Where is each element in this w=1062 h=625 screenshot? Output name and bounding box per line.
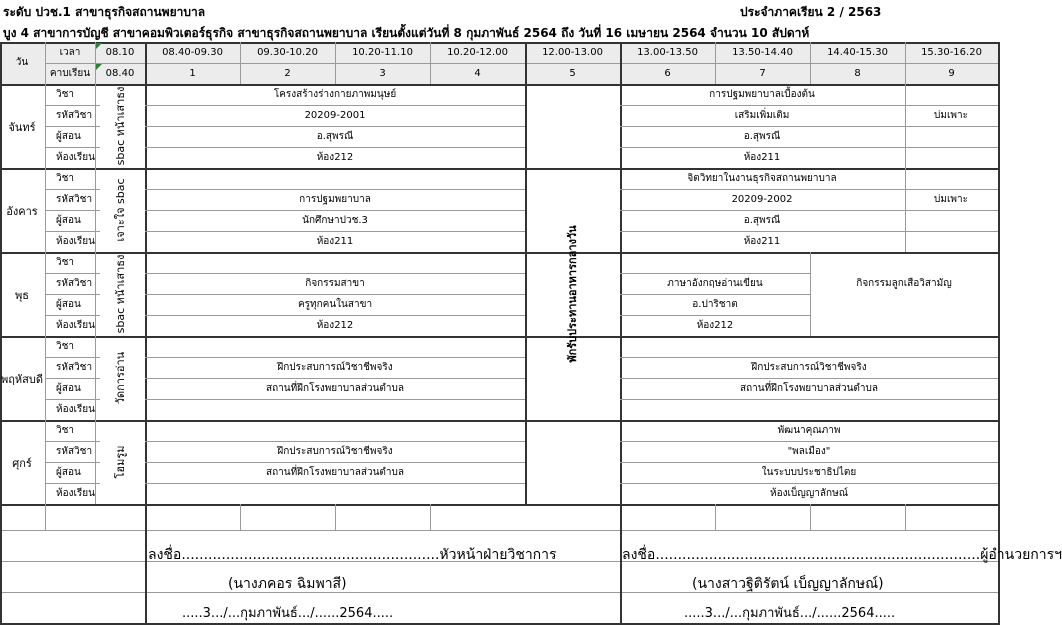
grid-line <box>335 42 336 84</box>
morning-subject-line: ครูทุกคนในสาขา <box>297 299 373 310</box>
first-period-cell: 08.40 <box>105 68 135 79</box>
left-signer-name: (นางภคอร ฉิมพาสี) <box>228 576 347 592</box>
row-label: วิชา <box>56 425 75 436</box>
grid-line <box>145 357 525 358</box>
afternoon-subject-line: การปฐมพยาบาลเบื้องต้น <box>709 89 815 100</box>
grid-line <box>45 42 46 504</box>
grid-line <box>145 126 525 127</box>
grid-line <box>620 483 998 484</box>
grid-line <box>0 504 999 506</box>
time-slot-5: 12.00-13.00 <box>542 47 603 58</box>
grid-line <box>145 294 525 295</box>
afternoon-subject-line: ห้อง212 <box>696 320 734 331</box>
grid-line <box>45 189 100 190</box>
grid-line <box>998 42 1000 625</box>
period-number-7: 7 <box>759 68 766 79</box>
left-signature-line: ลงชื่อ..........................................................หัวหน้าฝ่ายวิชาการ <box>148 547 557 563</box>
grid-line <box>45 504 46 530</box>
time-slot-4: 10.20-12.00 <box>447 47 508 58</box>
last-period-activity: บ่มเพาะ <box>934 110 968 121</box>
grid-line <box>0 84 999 86</box>
last-period-activity: บ่มเพาะ <box>934 194 968 205</box>
grid-line <box>0 42 2 625</box>
morning-subject-line: ห้อง212 <box>316 320 354 331</box>
morning-subject-line: นักศึกษาปวช.3 <box>302 215 368 226</box>
grid-line <box>45 462 100 463</box>
grid-line <box>145 105 525 106</box>
row-label: รหัสวิชา <box>56 446 93 457</box>
grid-line <box>145 315 525 316</box>
afternoon-subject-line: ในระบบประชาธิปไตย <box>761 467 857 478</box>
afternoon-subject-line: เสริมเพิ่มเติม <box>734 110 790 121</box>
morning-subject-line: อ.สุพรณี <box>316 131 354 142</box>
period-number-5: 5 <box>569 68 576 79</box>
period-number-4: 4 <box>474 68 481 79</box>
time-slot-6: 13.00-13.50 <box>637 47 698 58</box>
grid-line <box>525 42 527 504</box>
grid-line <box>905 105 998 106</box>
afternoon-subject-line: อ.ปาริชาต <box>692 299 738 310</box>
grid-line <box>905 126 998 127</box>
morning-subject-line: กิจกรรมสาขา <box>305 278 365 289</box>
row-label: วิชา <box>56 257 75 268</box>
afternoon-subject-line: ฝึกประสบการณ์วิชาชีพจริง <box>751 362 867 373</box>
right-signature-line: ลงชื่อ.........................................................................ผู้อำนวยการฯ <box>622 547 1062 563</box>
grid-line <box>620 126 905 127</box>
row-label: ห้องเรียน <box>56 236 95 247</box>
grid-line <box>95 42 96 504</box>
grid-line <box>620 294 810 295</box>
row-label: ผู้สอน <box>56 467 81 478</box>
morning-subject-line: ห้อง212 <box>316 152 354 163</box>
day-name-5: ศุกร์ <box>12 457 32 470</box>
row-label: ผู้สอน <box>56 383 81 394</box>
grid-line <box>620 399 998 400</box>
time-slot-1: 08.40-09.30 <box>162 47 223 58</box>
day-activity-3: sbac หน้าเสาธง <box>114 254 127 334</box>
grid-line <box>0 42 999 44</box>
row-label: รหัสวิชา <box>56 194 93 205</box>
grid-line <box>45 126 100 127</box>
grid-line <box>145 399 525 400</box>
day-name-1: จันทร์ <box>8 121 36 134</box>
grid-line <box>45 357 100 358</box>
day-activity-1: sbac หน้าเสาธง <box>114 86 127 166</box>
grid-line <box>0 420 999 422</box>
period-row-label: คาบเรียน <box>49 68 91 79</box>
grid-line <box>45 105 100 106</box>
row-label: ห้องเรียน <box>56 320 95 331</box>
row-label: วิชา <box>56 89 75 100</box>
grid-line <box>810 252 811 336</box>
grid-line <box>810 504 811 530</box>
grid-line <box>145 189 525 190</box>
row-label: รหัสวิชา <box>56 110 93 121</box>
grid-line <box>45 399 100 400</box>
grid-line <box>810 42 811 84</box>
first-time-cell: 08.10 <box>105 47 135 58</box>
grid-line <box>45 315 100 316</box>
afternoon-subject-line: 20209-2002 <box>731 194 793 205</box>
corner-marker <box>96 64 102 70</box>
grid-line <box>715 42 716 84</box>
row-label: ห้องเรียน <box>56 152 95 163</box>
afternoon-subject-line: สถานที่ฝึกโรงพยาบาลส่วนตำบล <box>739 383 879 394</box>
grid-line <box>905 147 998 148</box>
morning-subject-line: สถานที่ฝึกโรงพยาบาลส่วนตำบล <box>265 383 405 394</box>
left-sign-date: .....3.../...กุมภาพันธ์.../......2564..... <box>182 606 394 621</box>
day-column-header: วัน <box>15 57 29 68</box>
grid-line <box>145 42 147 624</box>
time-slot-8: 14.40-15.30 <box>827 47 888 58</box>
grid-line <box>620 357 998 358</box>
grid-line <box>620 378 998 379</box>
row-label: ผู้สอน <box>56 215 81 226</box>
grid-line <box>905 189 998 190</box>
grid-line <box>145 210 525 211</box>
day-activity-5: โฮมรูม <box>114 445 127 479</box>
grid-line <box>620 42 622 624</box>
grid-line <box>240 504 241 530</box>
day-activity-4: วัดการอ่าน <box>114 351 127 405</box>
grid-line <box>45 63 998 64</box>
grid-line <box>620 210 905 211</box>
grid-line <box>45 378 100 379</box>
morning-subject-line: ฝึกประสบการณ์วิชาชีพจริง <box>277 446 393 457</box>
time-slot-2: 09.30-10.20 <box>257 47 318 58</box>
time-slot-7: 13.50-14.40 <box>732 47 793 58</box>
afternoon-subject-line: ภาษาอังกฤษอ่านเขียน <box>667 278 763 289</box>
morning-subject-line: โครงสร้างร่างกายภาพมนุษย์ <box>273 89 397 100</box>
morning-subject-line: 20209-2001 <box>304 110 366 121</box>
level-title: ระดับ ปวช.1 สาขาธุรกิจสถานพยาบาล <box>3 5 206 19</box>
grid-line <box>430 42 431 84</box>
period-number-1: 1 <box>189 68 196 79</box>
row-label: ผู้สอน <box>56 299 81 310</box>
grid-line <box>145 378 525 379</box>
time-slot-3: 10.20-11.10 <box>352 47 413 58</box>
grid-line <box>620 441 998 442</box>
grid-line <box>430 504 431 530</box>
lunch-break-label: พักรับประทานอาหารกลางวัน <box>566 225 579 363</box>
afternoon-subject-line: พัฒนาคุณภาพ <box>777 425 841 436</box>
row-label: ห้องเรียน <box>56 488 95 499</box>
grid-line <box>45 210 100 211</box>
grid-line <box>45 231 100 232</box>
time-slot-9: 15.30-16.20 <box>921 47 982 58</box>
afternoon-subject-line: ห้อง211 <box>743 152 781 163</box>
grid-line <box>620 189 905 190</box>
grid-line <box>145 441 525 442</box>
right-sign-date: .....3.../...กุมภาพันธ์.../......2564..... <box>684 606 896 621</box>
grid-line <box>0 168 999 170</box>
day-name-3: พุธ <box>15 289 29 302</box>
grid-line <box>905 84 906 252</box>
grid-line <box>240 42 241 84</box>
grid-line <box>620 315 810 316</box>
grid-line <box>620 462 998 463</box>
period-number-2: 2 <box>284 68 291 79</box>
day-name-2: อังคาร <box>6 205 38 218</box>
afternoon-subject-line: ห้องเบ็ญญาลักษณ์ <box>770 488 848 499</box>
scout-activity: กิจกรรมลูกเสือวิสามัญ <box>856 278 952 289</box>
time-row-label: เวลา <box>59 47 81 58</box>
grid-line <box>145 147 525 148</box>
row-label: รหัสวิชา <box>56 278 93 289</box>
grid-line <box>620 147 905 148</box>
period-number-3: 3 <box>379 68 386 79</box>
grid-line <box>905 231 998 232</box>
day-name-4: พฤหัสบดี <box>0 373 44 386</box>
grid-line <box>620 105 905 106</box>
grid-line <box>145 231 525 232</box>
row-label: ห้องเรียน <box>56 404 95 415</box>
afternoon-subject-line: อ.สุพรณี <box>743 131 781 142</box>
afternoon-subject-line: "พลเมือง" <box>787 446 831 457</box>
grid-line <box>45 147 100 148</box>
row-label: ผู้สอน <box>56 131 81 142</box>
grid-line <box>620 273 810 274</box>
morning-subject-line: สถานที่ฝึกโรงพยาบาลส่วนตำบล <box>265 467 405 478</box>
row-label: วิชา <box>56 173 75 184</box>
grid-line <box>145 462 525 463</box>
morning-subject-line: ห้อง211 <box>316 236 354 247</box>
grid-line <box>905 210 998 211</box>
grid-line <box>145 483 525 484</box>
afternoon-subject-line: จิตวิทยาในงานธุรกิจสถานพยาบาล <box>687 173 837 184</box>
row-label: รหัสวิชา <box>56 362 93 373</box>
grid-line <box>905 42 906 84</box>
schedule-details: บูง 4 สาขาการบัญชี สาขาคอมพิวเตอร์ธุรกิจ สาขาธุรกิจสถานพยาบาล เรียนตั้งแต่วันที่ 8 กุมภาพันธ์ 2564 ถึง วันที่ 16 เมษายน 2564 จำนวน 10 สัปดาห์ <box>3 26 810 40</box>
grid-line <box>715 504 716 530</box>
period-number-9: 9 <box>948 68 955 79</box>
morning-subject-line: ฝึกประสบการณ์วิชาชีพจริง <box>277 362 393 373</box>
grid-line <box>620 231 905 232</box>
grid-line <box>45 441 100 442</box>
day-activity-2: เจาะใจ sbac <box>114 178 127 242</box>
grid-line <box>45 273 100 274</box>
grid-line <box>45 483 100 484</box>
period-number-8: 8 <box>854 68 861 79</box>
period-number-6: 6 <box>664 68 671 79</box>
afternoon-subject-line: ห้อง211 <box>743 236 781 247</box>
row-label: วิชา <box>56 341 75 352</box>
grid-line <box>0 530 999 531</box>
morning-subject-line: การปฐมพยาบาล <box>299 194 371 205</box>
grid-line <box>0 336 999 338</box>
right-signer-name: (นางสาวฐิติรัตน์ เบ็ญญาลักษณ์) <box>692 576 884 592</box>
grid-line <box>45 294 100 295</box>
afternoon-subject-line: อ.สุพรณี <box>743 215 781 226</box>
semester-title: ประจำภาคเรียน 2 / 2563 <box>740 5 882 19</box>
grid-line <box>335 504 336 530</box>
corner-marker <box>96 43 102 49</box>
grid-line <box>0 252 999 254</box>
grid-line <box>905 504 906 530</box>
grid-line <box>145 273 525 274</box>
